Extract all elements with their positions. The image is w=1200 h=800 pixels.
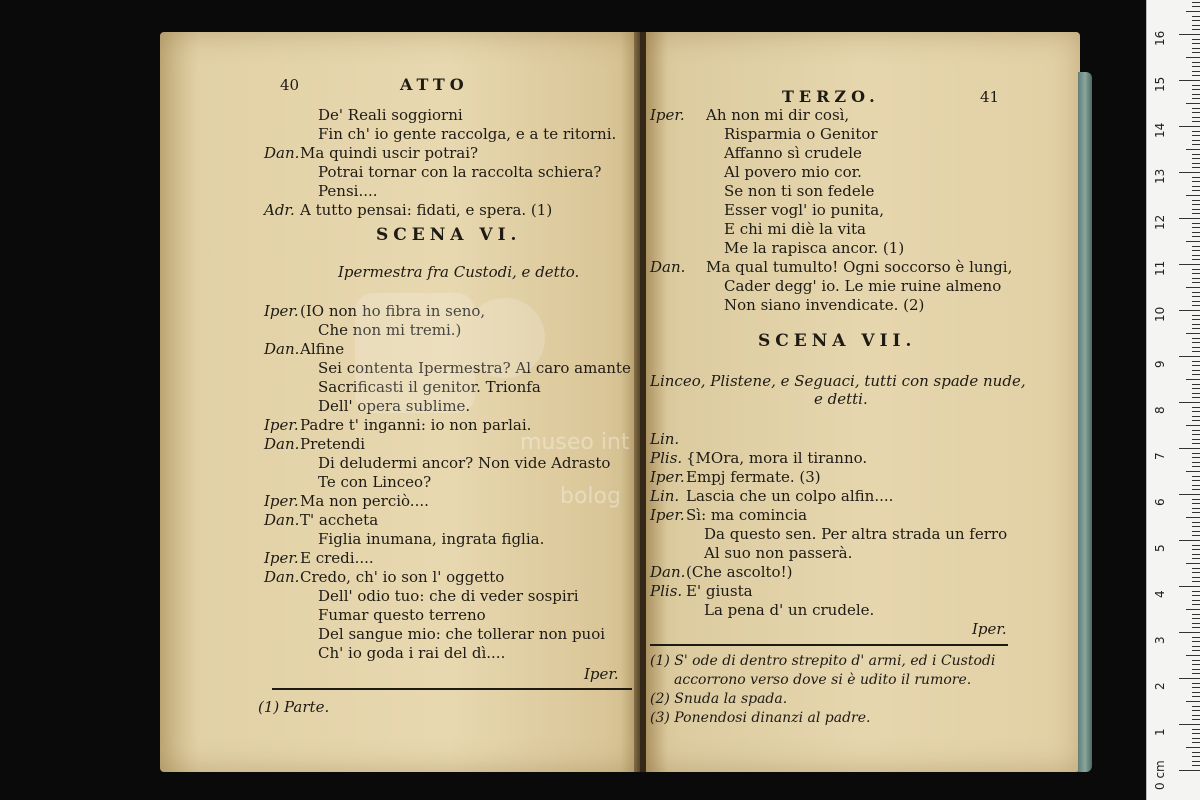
measuring-ruler bbox=[1146, 0, 1200, 800]
verse-line: E chi mi diè la vita bbox=[724, 220, 866, 238]
verse-line: (Che ascolto!) bbox=[686, 563, 793, 581]
ruler-tick bbox=[1192, 669, 1200, 670]
ruler-tick bbox=[1192, 545, 1200, 546]
ruler-tick bbox=[1192, 223, 1200, 224]
ruler-tick bbox=[1192, 259, 1200, 260]
verse-line: Ma quindi uscir potrai? bbox=[300, 144, 479, 162]
ruler-tick bbox=[1192, 443, 1200, 444]
ruler-tick bbox=[1192, 535, 1200, 536]
ruler-tick bbox=[1192, 16, 1200, 17]
ruler-number: 8 bbox=[1153, 406, 1167, 414]
verse-line: Sacrificasti il genitor. Trionfa bbox=[318, 378, 541, 396]
verse-line: Pretendi bbox=[300, 435, 366, 453]
speaker-label: Dan. bbox=[264, 511, 300, 529]
right-page bbox=[646, 32, 1080, 772]
ruler-tick bbox=[1192, 623, 1200, 624]
ruler-tick bbox=[1192, 305, 1200, 306]
ruler-tick bbox=[1192, 66, 1200, 67]
ruler-tick bbox=[1192, 453, 1200, 454]
ruler-tick bbox=[1192, 485, 1200, 486]
verse-line: Se non ti son fedele bbox=[724, 182, 875, 200]
ruler-number: 9 bbox=[1153, 360, 1167, 368]
speaker-label: Iper. bbox=[264, 302, 299, 320]
speaker-label: Iper. bbox=[264, 549, 299, 567]
ruler-tick bbox=[1192, 85, 1200, 86]
scene-direction: Ipermestra fra Custodi, e detto. bbox=[338, 263, 580, 281]
ruler-number: 16 bbox=[1153, 30, 1167, 46]
ruler-tick bbox=[1192, 416, 1200, 417]
ruler-tick bbox=[1192, 154, 1200, 155]
ruler-tick bbox=[1192, 384, 1200, 385]
verse-line: Dell' odio tuo: che di veder sospiri bbox=[318, 587, 579, 605]
ruler-tick bbox=[1186, 655, 1200, 656]
ruler-tick bbox=[1192, 577, 1200, 578]
verse-line: Ah non mi dir così, bbox=[706, 106, 850, 124]
ruler-tick bbox=[1192, 696, 1200, 697]
ruler-tick bbox=[1192, 476, 1200, 477]
ruler-tick bbox=[1192, 112, 1200, 113]
ruler-tick bbox=[1192, 108, 1200, 109]
ruler-number: 14 bbox=[1153, 122, 1167, 138]
speaker-label: Dan. bbox=[264, 435, 300, 453]
ruler-tick bbox=[1192, 177, 1200, 178]
ruler-number: 1 bbox=[1153, 728, 1167, 736]
ruler-tick bbox=[1192, 117, 1200, 118]
footnote: (1) Parte. bbox=[258, 698, 330, 716]
ruler-tick bbox=[1186, 241, 1200, 242]
ruler-tick bbox=[1192, 186, 1200, 187]
verse-line: Alfine bbox=[300, 340, 345, 358]
ruler-tick bbox=[1192, 397, 1200, 398]
ruler-number: 13 bbox=[1153, 168, 1167, 184]
scene-direction: Linceo, Plistene, e Seguaci, tutti con spade nude, bbox=[650, 372, 1026, 390]
ruler-tick bbox=[1192, 420, 1200, 421]
ruler-tick bbox=[1192, 499, 1200, 500]
ruler-tick bbox=[1192, 255, 1200, 256]
verse-line: Dell' opera sublime. bbox=[318, 397, 471, 415]
ruler-tick bbox=[1179, 770, 1200, 771]
ruler-tick bbox=[1192, 296, 1200, 297]
ruler-tick bbox=[1192, 595, 1200, 596]
ruler-tick bbox=[1192, 43, 1200, 44]
ruler-tick bbox=[1192, 25, 1200, 26]
verse-line: Sei contenta Ipermestra? Al caro amante bbox=[318, 359, 631, 377]
speaker-label: Dan. bbox=[264, 144, 300, 162]
ruler-tick bbox=[1192, 315, 1200, 316]
speaker-label: Adr. bbox=[264, 201, 295, 219]
page-number: 40 bbox=[280, 76, 300, 94]
ruler-tick bbox=[1192, 522, 1200, 523]
ruler-number: 7 bbox=[1153, 452, 1167, 460]
ruler-tick bbox=[1192, 554, 1200, 555]
verse-line: E' giusta bbox=[686, 582, 753, 600]
speaker-label: Dan. bbox=[650, 563, 686, 581]
verse-line: Lascia che un colpo alfin.... bbox=[686, 487, 894, 505]
footnote-line: (2) Snuda la spada. bbox=[650, 691, 788, 707]
ruler-tick bbox=[1186, 11, 1200, 12]
ruler-tick bbox=[1179, 356, 1200, 357]
ruler-tick bbox=[1192, 733, 1200, 734]
ruler-tick bbox=[1192, 706, 1200, 707]
ruler-number: 11 bbox=[1153, 260, 1167, 276]
ruler-tick bbox=[1192, 512, 1200, 513]
ruler-tick bbox=[1192, 200, 1200, 201]
ruler-tick bbox=[1192, 282, 1200, 283]
ruler-tick bbox=[1186, 195, 1200, 196]
left-page bbox=[160, 32, 640, 772]
ruler-tick bbox=[1192, 236, 1200, 237]
ruler-tick bbox=[1179, 632, 1200, 633]
footnote-line: (3) Ponendosi dinanzi al padre. bbox=[650, 710, 871, 726]
ruler-number: 3 bbox=[1153, 636, 1167, 644]
verse-line: Al suo non passerà. bbox=[704, 544, 853, 562]
verse-line: Pensi.... bbox=[318, 182, 378, 200]
speaker-label: Dan. bbox=[264, 568, 300, 586]
ruler-tick bbox=[1192, 292, 1200, 293]
ruler-tick bbox=[1186, 517, 1200, 518]
ruler-tick bbox=[1192, 131, 1200, 132]
speaker-label: Iper. bbox=[650, 468, 685, 486]
verse-line: Del sangue mio: che tollerar non puoi bbox=[318, 625, 606, 643]
ruler-tick bbox=[1192, 715, 1200, 716]
catchword: Iper. bbox=[584, 665, 619, 683]
ruler-tick bbox=[1192, 434, 1200, 435]
ruler-tick bbox=[1179, 448, 1200, 449]
ruler-tick bbox=[1192, 319, 1200, 320]
ruler-tick bbox=[1192, 457, 1200, 458]
ruler-tick bbox=[1192, 568, 1200, 569]
speaker-label: Plis. bbox=[650, 582, 683, 600]
verse-line: Me la rapisca ancor. (1) bbox=[724, 239, 905, 257]
ruler-tick bbox=[1192, 466, 1200, 467]
ruler-tick bbox=[1192, 365, 1200, 366]
ruler-tick bbox=[1192, 374, 1200, 375]
verse-line: Fin ch' io gente raccolga, e a te ritorni. bbox=[318, 125, 617, 143]
watermark-text: bolog bbox=[560, 484, 621, 509]
ruler-tick bbox=[1192, 269, 1200, 270]
verse-line: Che non mi tremi.) bbox=[318, 321, 462, 339]
ruler-tick bbox=[1192, 549, 1200, 550]
ruler-tick bbox=[1192, 664, 1200, 665]
ruler-tick bbox=[1186, 379, 1200, 380]
ruler-tick bbox=[1192, 232, 1200, 233]
ruler-tick bbox=[1186, 333, 1200, 334]
ruler-tick bbox=[1192, 462, 1200, 463]
ruler-tick bbox=[1192, 75, 1200, 76]
ruler-tick bbox=[1192, 52, 1200, 53]
speaker-label: Dan. bbox=[650, 258, 686, 276]
ruler-tick bbox=[1192, 301, 1200, 302]
verse-line: Risparmia o Genitor bbox=[724, 125, 878, 143]
verse-line: Sì: ma comincia bbox=[686, 506, 808, 524]
verse-line: Te con Linceo? bbox=[318, 473, 432, 491]
ruler-tick bbox=[1192, 614, 1200, 615]
ruler-tick bbox=[1192, 407, 1200, 408]
verse-line: Ch' io goda i rai del dì.... bbox=[318, 644, 506, 662]
ruler-tick bbox=[1186, 563, 1200, 564]
ruler-tick bbox=[1186, 701, 1200, 702]
ruler-tick bbox=[1192, 167, 1200, 168]
ruler-tick bbox=[1192, 489, 1200, 490]
ruler-tick bbox=[1192, 62, 1200, 63]
ruler-tick bbox=[1192, 246, 1200, 247]
ruler-tick bbox=[1179, 172, 1200, 173]
ruler-tick bbox=[1179, 402, 1200, 403]
ruler-tick bbox=[1192, 756, 1200, 757]
ruler-tick bbox=[1192, 439, 1200, 440]
ruler-tick bbox=[1192, 742, 1200, 743]
ruler-tick bbox=[1192, 627, 1200, 628]
verse-line: La pena d' un crudele. bbox=[704, 601, 875, 619]
ruler-number: 5 bbox=[1153, 544, 1167, 552]
ruler-tick bbox=[1192, 278, 1200, 279]
footnote-rule bbox=[650, 644, 1008, 646]
verse-line: Empj fermate. (3) bbox=[686, 468, 821, 486]
ruler-tick bbox=[1179, 126, 1200, 127]
ruler-tick bbox=[1192, 591, 1200, 592]
verse-line: De' Reali soggiorni bbox=[318, 106, 463, 124]
ruler-tick bbox=[1192, 687, 1200, 688]
verse-line: E credi.... bbox=[300, 549, 374, 567]
ruler-tick bbox=[1192, 637, 1200, 638]
ruler-tick bbox=[1179, 80, 1200, 81]
ruler-tick bbox=[1192, 765, 1200, 766]
ruler-tick bbox=[1192, 342, 1200, 343]
speaker-label: Dan. bbox=[264, 340, 300, 358]
running-head: ATTO bbox=[400, 75, 469, 94]
ruler-tick bbox=[1192, 250, 1200, 251]
ruler-number: 12 bbox=[1153, 214, 1167, 230]
open-book bbox=[160, 32, 1100, 772]
verse-line: A tutto pensai: fidati, e spera. (1) bbox=[300, 201, 553, 219]
ruler-tick bbox=[1192, 324, 1200, 325]
ruler-tick bbox=[1192, 140, 1200, 141]
ruler-tick bbox=[1192, 581, 1200, 582]
ruler-tick bbox=[1186, 149, 1200, 150]
ruler-tick bbox=[1192, 71, 1200, 72]
ruler-tick bbox=[1192, 181, 1200, 182]
verse-line: Affanno sì crudele bbox=[724, 144, 862, 162]
verse-line: Di deludermi ancor? Non vide Adrasto bbox=[318, 454, 611, 472]
ruler-tick bbox=[1192, 2, 1200, 3]
verse-line: Al povero mio cor. bbox=[724, 163, 862, 181]
ruler-tick bbox=[1192, 683, 1200, 684]
ruler-tick bbox=[1192, 531, 1200, 532]
catchword: Iper. bbox=[972, 620, 1007, 638]
ruler-tick bbox=[1192, 761, 1200, 762]
ruler-tick bbox=[1192, 89, 1200, 90]
ruler-tick bbox=[1192, 135, 1200, 136]
ruler-tick bbox=[1179, 678, 1200, 679]
ruler-number: 6 bbox=[1153, 498, 1167, 506]
watermark-text: museo int bbox=[520, 430, 630, 455]
footnote-rule bbox=[272, 688, 632, 690]
ruler-tick bbox=[1192, 660, 1200, 661]
ruler-tick bbox=[1192, 39, 1200, 40]
ruler-tick bbox=[1192, 328, 1200, 329]
ruler-tick bbox=[1192, 388, 1200, 389]
footnote-line: accorrono verso dove si è udito il rumore. bbox=[674, 672, 972, 688]
verse-line: (IO non ho fibra in seno, bbox=[300, 302, 486, 320]
ruler-tick bbox=[1192, 98, 1200, 99]
ruler-tick bbox=[1179, 724, 1200, 725]
ruler-tick bbox=[1192, 209, 1200, 210]
ruler-number: 15 bbox=[1153, 76, 1167, 92]
running-head: TERZO. bbox=[782, 87, 880, 106]
ruler-tick bbox=[1192, 719, 1200, 720]
ruler-tick bbox=[1192, 213, 1200, 214]
verse-line: Credo, ch' io son l' oggetto bbox=[300, 568, 505, 586]
ruler-tick bbox=[1192, 347, 1200, 348]
ruler-tick bbox=[1192, 641, 1200, 642]
speaker-label: Iper. bbox=[264, 416, 299, 434]
ruler-tick bbox=[1192, 273, 1200, 274]
ruler-number: 2 bbox=[1153, 682, 1167, 690]
ruler-tick bbox=[1179, 494, 1200, 495]
ruler-tick bbox=[1192, 600, 1200, 601]
ruler-tick bbox=[1192, 163, 1200, 164]
ruler-tick bbox=[1192, 729, 1200, 730]
ruler-tick bbox=[1192, 692, 1200, 693]
ruler-tick bbox=[1186, 57, 1200, 58]
ruler-tick bbox=[1186, 103, 1200, 104]
ruler-tick bbox=[1192, 204, 1200, 205]
ruler-tick bbox=[1192, 48, 1200, 49]
ruler-tick bbox=[1192, 361, 1200, 362]
verse-line: {MOra, mora il tiranno. bbox=[686, 449, 868, 467]
verse-line: Padre t' inganni: io non parlai. bbox=[300, 416, 532, 434]
speaker-label: Lin. bbox=[650, 487, 680, 505]
ruler-tick bbox=[1192, 618, 1200, 619]
verse-line: Potrai tornar con la raccolta schiera? bbox=[318, 163, 602, 181]
ruler-unit: 0 cm bbox=[1153, 760, 1167, 790]
ruler-tick bbox=[1192, 121, 1200, 122]
ruler-tick bbox=[1192, 94, 1200, 95]
ruler-tick bbox=[1192, 646, 1200, 647]
verse-line: Ma non perciò.... bbox=[300, 492, 429, 510]
verse-line: Ma qual tumulto! Ogni soccorso è lungi, bbox=[706, 258, 1013, 276]
ruler-tick bbox=[1192, 393, 1200, 394]
ruler-tick bbox=[1192, 526, 1200, 527]
verse-line: Non siano invendicate. (2) bbox=[724, 296, 925, 314]
ruler-tick bbox=[1192, 158, 1200, 159]
ruler-tick bbox=[1179, 34, 1200, 35]
ruler-tick bbox=[1192, 752, 1200, 753]
ruler-tick bbox=[1179, 310, 1200, 311]
ruler-number: 10 bbox=[1153, 306, 1167, 322]
ruler-tick bbox=[1192, 29, 1200, 30]
verse-line: Esser vogl' io punita, bbox=[724, 201, 885, 219]
scene-title: SCENA VI. bbox=[376, 225, 522, 245]
ruler-tick bbox=[1186, 471, 1200, 472]
speaker-label: Iper. bbox=[650, 106, 685, 124]
scene-title: SCENA VII. bbox=[758, 331, 917, 351]
ruler-tick bbox=[1192, 710, 1200, 711]
ruler-tick bbox=[1192, 144, 1200, 145]
ruler-tick bbox=[1186, 747, 1200, 748]
ruler-tick bbox=[1192, 503, 1200, 504]
ruler-tick bbox=[1179, 540, 1200, 541]
footnote-line: (1) S' ode di dentro strepito d' armi, ed i Custodi bbox=[650, 653, 996, 669]
verse-line: Figlia inumana, ingrata figlia. bbox=[318, 530, 545, 548]
ruler-tick bbox=[1192, 604, 1200, 605]
ruler-tick bbox=[1192, 411, 1200, 412]
ruler-tick bbox=[1192, 572, 1200, 573]
ruler-tick bbox=[1192, 190, 1200, 191]
verse-line: T' accheta bbox=[300, 511, 379, 529]
page-number: 41 bbox=[980, 88, 1000, 106]
speaker-label: Iper. bbox=[264, 492, 299, 510]
ruler-tick bbox=[1179, 586, 1200, 587]
ruler-tick bbox=[1192, 20, 1200, 21]
ruler-tick bbox=[1192, 673, 1200, 674]
ruler-tick bbox=[1192, 6, 1200, 7]
ruler-tick bbox=[1179, 218, 1200, 219]
ruler-tick bbox=[1192, 338, 1200, 339]
ruler-tick bbox=[1192, 508, 1200, 509]
book-edge bbox=[1078, 72, 1092, 772]
speaker-label: Lin. bbox=[650, 430, 680, 448]
ruler-tick bbox=[1192, 738, 1200, 739]
speaker-label: Iper. bbox=[650, 506, 685, 524]
ruler-tick bbox=[1179, 264, 1200, 265]
verse-line: Da questo sen. Per altra strada un ferro bbox=[704, 525, 1008, 543]
ruler-tick bbox=[1192, 430, 1200, 431]
ruler-tick bbox=[1192, 650, 1200, 651]
verse-line: Cader degg' io. Le mie ruine almeno bbox=[724, 277, 1002, 295]
ruler-tick bbox=[1192, 227, 1200, 228]
ruler-tick bbox=[1192, 558, 1200, 559]
ruler-number: 4 bbox=[1153, 590, 1167, 598]
speaker-label: Plis. bbox=[650, 449, 683, 467]
verse-line: Fumar questo terreno bbox=[318, 606, 486, 624]
ruler-tick bbox=[1192, 480, 1200, 481]
ruler-tick bbox=[1186, 609, 1200, 610]
ruler-tick bbox=[1192, 351, 1200, 352]
scene-direction: e detti. bbox=[814, 390, 868, 408]
ruler-tick bbox=[1186, 287, 1200, 288]
ruler-tick bbox=[1192, 370, 1200, 371]
ruler-tick bbox=[1186, 425, 1200, 426]
